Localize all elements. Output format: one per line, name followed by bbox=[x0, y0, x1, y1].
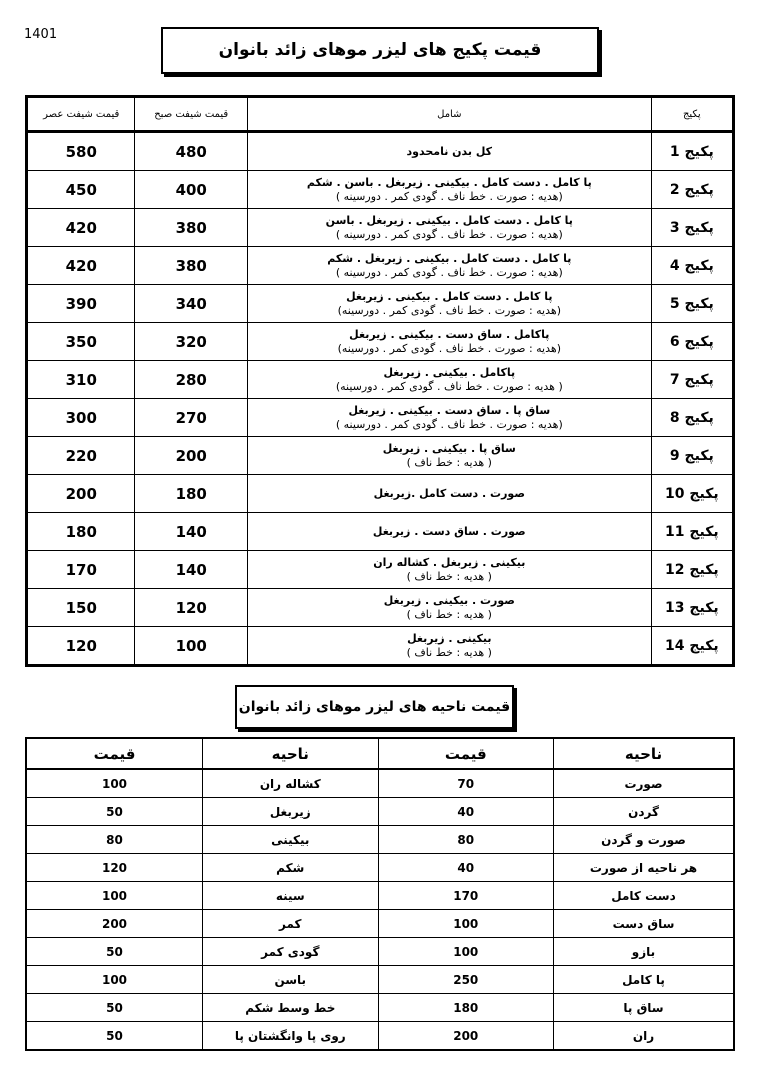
package-morning-price: 400 bbox=[135, 171, 247, 209]
region-price: 80 bbox=[26, 826, 203, 854]
package-row bbox=[27, 361, 734, 399]
region-row bbox=[26, 910, 734, 938]
header-price-1: قیمت bbox=[378, 738, 553, 769]
package-name: پکیج 13 bbox=[651, 589, 733, 627]
region-price: 50 bbox=[26, 798, 203, 826]
package-row bbox=[27, 209, 734, 247]
region-price: 40 bbox=[378, 798, 553, 826]
package-name: پکیج 6 bbox=[651, 323, 733, 361]
package-gift: (هدیه : صورت . خط ناف . گودی کمر . دورسینه) bbox=[337, 341, 561, 355]
header-includes: شامل bbox=[247, 97, 651, 132]
region-name: ران bbox=[554, 1022, 735, 1051]
region-price: 100 bbox=[378, 910, 553, 938]
package-row bbox=[27, 323, 734, 361]
package-name: پکیج 5 bbox=[651, 285, 733, 323]
package-gift: ( هدیه : خط ناف ) bbox=[406, 569, 492, 583]
region-price: 100 bbox=[26, 769, 203, 798]
package-row bbox=[27, 171, 734, 209]
package-gift: ( هدیه : خط ناف ) bbox=[406, 645, 492, 659]
package-gift: (هدیه : صورت . خط ناف . گودی کمر . دورسینه ) bbox=[335, 189, 563, 203]
package-gift: (هدیه : صورت . خط ناف . گودی کمر . دورسینه ) bbox=[335, 227, 563, 241]
package-name: پکیج 1 bbox=[651, 132, 733, 171]
package-gift: ( هدیه : خط ناف ) bbox=[406, 455, 492, 469]
package-row bbox=[27, 132, 734, 171]
package-includes-cell bbox=[247, 475, 651, 513]
region-name: صورت bbox=[554, 769, 735, 798]
package-includes: ساق پا . بیکینی . زیربغل bbox=[382, 441, 516, 455]
packages-table bbox=[25, 95, 735, 667]
package-includes-cell bbox=[247, 285, 651, 323]
header-price-2: قیمت bbox=[26, 738, 203, 769]
package-includes-cell bbox=[247, 209, 651, 247]
package-morning-price: 380 bbox=[135, 209, 247, 247]
package-includes: بیکینی . زیربغل . کشاله ران bbox=[373, 555, 526, 569]
package-row bbox=[27, 247, 734, 285]
package-includes-cell bbox=[247, 171, 651, 209]
package-includes-cell bbox=[247, 551, 651, 589]
package-includes: کل بدن نامحدود bbox=[406, 144, 493, 158]
regions-title: قیمت ناحیه های لیزر موهای زائد بانوان bbox=[235, 685, 514, 729]
package-includes-cell bbox=[247, 361, 651, 399]
package-includes-cell bbox=[247, 247, 651, 285]
package-morning-price: 200 bbox=[135, 437, 247, 475]
region-name: خط وسط شکم bbox=[203, 994, 378, 1022]
region-name: دست کامل bbox=[554, 882, 735, 910]
package-row bbox=[27, 437, 734, 475]
region-name: باسن bbox=[203, 966, 378, 994]
package-name: پکیج 7 bbox=[651, 361, 733, 399]
package-includes: صورت . دست کامل .زیربغل bbox=[373, 486, 525, 500]
package-evening-price: 220 bbox=[27, 437, 135, 475]
region-price: 50 bbox=[26, 994, 203, 1022]
header-evening-price: قیمت شیفت عصر bbox=[27, 97, 135, 132]
package-name: پکیج 2 bbox=[651, 171, 733, 209]
package-evening-price: 420 bbox=[27, 209, 135, 247]
region-row bbox=[26, 769, 734, 798]
region-row bbox=[26, 854, 734, 882]
package-morning-price: 480 bbox=[135, 132, 247, 171]
package-includes: پا کامل . دست کامل . بیکینی . زیربغل . باسن . شکم bbox=[306, 175, 592, 189]
region-row bbox=[26, 966, 734, 994]
package-includes: پا کامل . دست کامل . بیکینی . زیربغل . شکم bbox=[327, 251, 572, 265]
package-includes-cell bbox=[247, 589, 651, 627]
package-row bbox=[27, 589, 734, 627]
package-morning-price: 320 bbox=[135, 323, 247, 361]
region-price: 50 bbox=[26, 938, 203, 966]
header-region-2: ناحیه bbox=[203, 738, 378, 769]
package-includes-cell bbox=[247, 627, 651, 666]
region-price: 170 bbox=[378, 882, 553, 910]
package-morning-price: 140 bbox=[135, 513, 247, 551]
region-name: گردن bbox=[554, 798, 735, 826]
region-price: 120 bbox=[26, 854, 203, 882]
package-name: پکیج 10 bbox=[651, 475, 733, 513]
region-row bbox=[26, 798, 734, 826]
package-name: پکیج 9 bbox=[651, 437, 733, 475]
region-price: 100 bbox=[26, 882, 203, 910]
package-evening-price: 180 bbox=[27, 513, 135, 551]
package-includes: ساق پا . ساق دست . بیکینی . زیربغل bbox=[348, 403, 551, 417]
region-name: بازو bbox=[554, 938, 735, 966]
region-price: 40 bbox=[378, 854, 553, 882]
package-gift: (هدیه : صورت . خط ناف . گودی کمر . دورسینه ) bbox=[335, 265, 563, 279]
package-morning-price: 140 bbox=[135, 551, 247, 589]
package-includes-cell bbox=[247, 513, 651, 551]
region-price: 250 bbox=[378, 966, 553, 994]
package-includes: صورت . ساق دست . زیربغل bbox=[372, 524, 526, 538]
package-evening-price: 300 bbox=[27, 399, 135, 437]
region-price: 100 bbox=[26, 966, 203, 994]
package-evening-price: 350 bbox=[27, 323, 135, 361]
package-includes-cell bbox=[247, 437, 651, 475]
package-evening-price: 170 bbox=[27, 551, 135, 589]
region-name: سینه bbox=[203, 882, 378, 910]
package-morning-price: 120 bbox=[135, 589, 247, 627]
package-name: پکیج 3 bbox=[651, 209, 733, 247]
region-price: 180 bbox=[378, 994, 553, 1022]
region-row bbox=[26, 938, 734, 966]
package-includes: پاکامل . ساق دست . بیکینی . زیربغل bbox=[349, 327, 550, 341]
package-gift: (هدیه : صورت . خط ناف . گودی کمر . دورسینه) bbox=[337, 303, 561, 317]
region-name: روی پا وانگشتان پا bbox=[203, 1022, 378, 1051]
package-morning-price: 100 bbox=[135, 627, 247, 666]
package-includes: پا کامل . دست کامل . بیکینی . زیربغل bbox=[346, 289, 553, 303]
package-includes-cell bbox=[247, 323, 651, 361]
package-gift: (هدیه : صورت . خط ناف . گودی کمر . دورسینه ) bbox=[335, 417, 563, 431]
package-row bbox=[27, 513, 734, 551]
package-row bbox=[27, 399, 734, 437]
packages-title: قیمت پکیج های لیزر موهای زائد بانوان bbox=[161, 27, 599, 74]
header-region-1: ناحیه bbox=[554, 738, 735, 769]
region-row bbox=[26, 1022, 734, 1051]
region-price: 80 bbox=[378, 826, 553, 854]
year-label: 1401 bbox=[24, 27, 58, 42]
region-price: 50 bbox=[26, 1022, 203, 1051]
package-row bbox=[27, 285, 734, 323]
package-includes: صورت . بیکینی . زیربغل bbox=[383, 593, 515, 607]
region-name: گودی کمر bbox=[203, 938, 378, 966]
package-evening-price: 580 bbox=[27, 132, 135, 171]
package-evening-price: 200 bbox=[27, 475, 135, 513]
package-name: پکیج 8 bbox=[651, 399, 733, 437]
package-morning-price: 280 bbox=[135, 361, 247, 399]
package-row bbox=[27, 551, 734, 589]
package-evening-price: 420 bbox=[27, 247, 135, 285]
package-gift: ( هدیه : خط ناف ) bbox=[406, 607, 492, 621]
region-price: 200 bbox=[26, 910, 203, 938]
package-row bbox=[27, 475, 734, 513]
region-name: ساق پا bbox=[554, 994, 735, 1022]
packages-header-row bbox=[27, 97, 734, 132]
region-name: هر ناحیه از صورت bbox=[554, 854, 735, 882]
region-name: شکم bbox=[203, 854, 378, 882]
region-price: 200 bbox=[378, 1022, 553, 1051]
regions-table bbox=[25, 737, 735, 1051]
package-evening-price: 450 bbox=[27, 171, 135, 209]
package-evening-price: 390 bbox=[27, 285, 135, 323]
package-morning-price: 380 bbox=[135, 247, 247, 285]
package-evening-price: 150 bbox=[27, 589, 135, 627]
region-name: کشاله ران bbox=[203, 769, 378, 798]
package-morning-price: 340 bbox=[135, 285, 247, 323]
package-name: پکیج 12 bbox=[651, 551, 733, 589]
package-gift: ( هدیه : صورت . خط ناف . گودی کمر . دورسینه) bbox=[335, 379, 563, 393]
package-name: پکیج 14 bbox=[651, 627, 733, 666]
region-name: پا کامل bbox=[554, 966, 735, 994]
package-includes-cell bbox=[247, 399, 651, 437]
header-morning-price: قیمت شیفت صبح bbox=[135, 97, 247, 132]
regions-header-row bbox=[26, 738, 734, 769]
package-includes: بیکینی . زیربغل bbox=[407, 631, 492, 645]
package-morning-price: 270 bbox=[135, 399, 247, 437]
region-row bbox=[26, 994, 734, 1022]
region-price: 100 bbox=[378, 938, 553, 966]
package-morning-price: 180 bbox=[135, 475, 247, 513]
region-name: صورت و گردن bbox=[554, 826, 735, 854]
package-includes: پا کامل . دست کامل . بیکینی . زیربغل . باسن bbox=[325, 213, 573, 227]
region-name: زیربغل bbox=[203, 798, 378, 826]
region-name: بیکینی bbox=[203, 826, 378, 854]
header-package: پکیج bbox=[651, 97, 733, 132]
package-name: پکیج 4 bbox=[651, 247, 733, 285]
region-price: 70 bbox=[378, 769, 553, 798]
region-name: ساق دست bbox=[554, 910, 735, 938]
region-row bbox=[26, 882, 734, 910]
package-row bbox=[27, 627, 734, 666]
package-evening-price: 310 bbox=[27, 361, 135, 399]
region-row bbox=[26, 826, 734, 854]
package-evening-price: 120 bbox=[27, 627, 135, 666]
package-includes: پاکامل . بیکینی . زیربغل bbox=[383, 365, 516, 379]
package-includes-cell bbox=[247, 132, 651, 171]
package-name: پکیج 11 bbox=[651, 513, 733, 551]
region-name: کمر bbox=[203, 910, 378, 938]
